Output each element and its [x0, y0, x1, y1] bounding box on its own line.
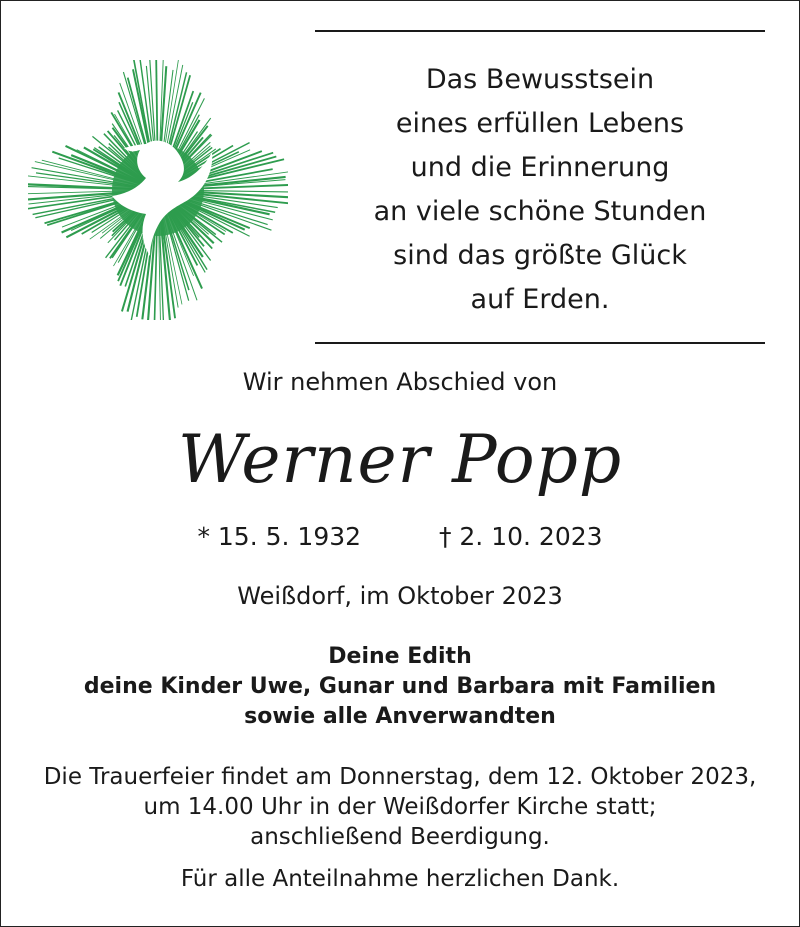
- family-line: deine Kinder Uwe, Gunar und Barbara mit Familien: [83, 674, 717, 699]
- poem-line: und die Erinnerung: [410, 152, 670, 183]
- family-signature: [0, 642, 800, 732]
- top-divider: [315, 30, 765, 32]
- poem-line: Das Bewusstsein: [425, 64, 655, 95]
- life-dates: [0, 522, 800, 551]
- service-line: Die Trauerfeier findet am Donnerstag, dem 12. Oktober 2023,: [43, 764, 757, 790]
- service-info: [0, 762, 800, 852]
- birth-symbol: *: [197, 522, 210, 551]
- family-line: Deine Edith: [328, 644, 472, 669]
- bottom-divider: [315, 342, 765, 344]
- poem-line: sind das größte Glück: [393, 240, 687, 271]
- death-date: 2. 10. 2023: [459, 522, 603, 551]
- poem: [315, 58, 765, 322]
- sunburst-graphic: [28, 60, 288, 320]
- place-date: Weißdorf, im Oktober 2023: [237, 582, 563, 610]
- service-line: um 14.00 Uhr in der Weißdorfer Kirche statt;: [143, 794, 657, 820]
- poem-line: an viele schöne Stunden: [373, 196, 707, 227]
- family-line: sowie alle Anverwandten: [244, 704, 556, 729]
- birth-date: 15. 5. 1932: [217, 522, 362, 551]
- poem-line: eines erfüllen Lebens: [395, 108, 685, 139]
- dove-sunburst-icon: [28, 60, 288, 320]
- death-symbol: †: [438, 522, 452, 551]
- poem-line: auf Erden.: [470, 284, 610, 315]
- intro-text: Wir nehmen Abschied von: [242, 368, 558, 396]
- deceased-name: Werner Popp: [177, 421, 623, 498]
- service-line: anschließend Beerdigung.: [250, 824, 550, 850]
- thanks-text: Für alle Anteilnahme herzlichen Dank.: [180, 866, 620, 892]
